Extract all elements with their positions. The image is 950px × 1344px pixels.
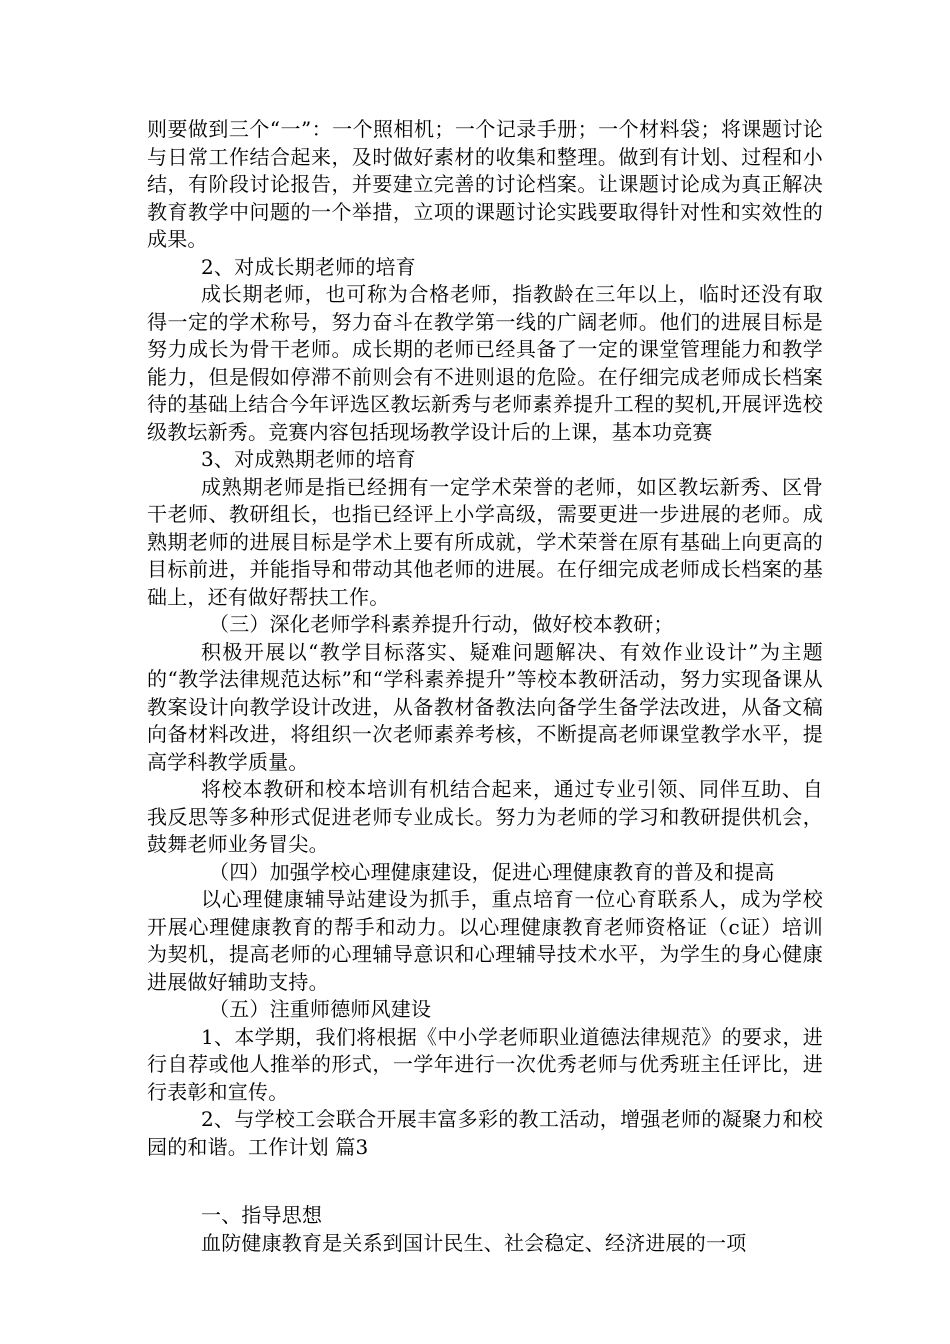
section-gap [147,1161,823,1202]
paragraph-growth-teachers: 成长期老师，也可称为合格老师，指教龄在三年以上，临时还没有取得一定的学术称号，努力奋斗在教学第一线的广阔老师。他们的进展目标是努力成长为骨干老师。成长期的老师已经具备了一定的课堂管理能力和教学能力，但是假如停滞不前则会有不进则退的危险。在仔细完成老师成长档案待的基础上结合今年评选区教坛新秀与老师素养提升工程的契机,开展评选校级教坛新秀。竞赛内容包括现场教学设计后的上课，基本功竞赛 [147,282,823,444]
heading-growth-teachers: 2、对成长期老师的培育 [201,254,416,279]
paragraph-mature-teachers: 成熟期老师是指已经拥有一定学术荣誉的老师，如区教坛新秀、区骨干老师、教研组长，也指已经评上小学高级，需要更进一步进展的老师。成熟期老师的进展目标是学术上要有所成就，学术荣誉在原有基础上向更高的目标前进，并能指导和带动其他老师的进展。在仔细完成老师成长档案的基础上，还有做好帮扶工作。 [147,474,823,609]
heading-guiding-ideology: 一、指导思想 [201,1203,323,1227]
paragraph-school-research: 积极开展以“教学目标落实、疑难问题解决、有效作业设计”为主题的“教学法律规范达标”和“学科素养提升”等校本教研活动，努力实现备课从教案设计向教学设计改进，从备教材备教法向备学生备学法改进，从备文稿向备材料改进，将组织一次老师素养考核，不断提高老师课堂教学水平，提高学科教学质量。 [147,639,823,774]
paragraph-ethics-one: 1、本学期，我们将根据《中小学老师职业道德法律规范》的要求，进行自荐或他人推举的形式，一学年进行一次优秀老师与优秀班主任评比，进行表彰和宣传。 [147,1024,823,1104]
paragraph-school-training: 将校本教研和校本培训有机结合起来，通过专业引领、同伴互助、自我反思等多种形式促进老师专业成长。努力为老师的学习和教研提供机会，鼓舞老师业务冒尖。 [147,777,823,856]
heading-mature-teachers: 3、对成熟期老师的培育 [201,447,416,471]
heading-section-three: （三）深化老师学科素养提升行动，做好校本教研； [209,612,674,636]
paragraph-intro: 则要做到三个“一”：一个照相机；一个记录手册；一个材料袋；将课题讨论与日常工作结合起来，及时做好素材的收集和整理。做到有计划、过程和小结，有阶段讨论报告，并要建立完善的讨论档案。让课题讨论成为真正解决教育教学中问题的一个举措，立项的课题讨论实践要取得针对性和实效性的成果。 [147,117,823,251]
paragraph-ethics-two: 2、与学校工会联合开展丰富多彩的教工活动，增强老师的凝聚力和校园的和谐。工作计划 篇3 [147,1107,823,1159]
heading-section-five: （五）注重师德师风建设 [209,997,432,1021]
heading-section-four: （四）加强学校心理健康建设，促进心理健康教育的普及和提高 [209,859,775,884]
paragraph-mental-health: 以心理健康辅导站建设为抓手，重点培育一位心育联系人，成为学校开展心理健康教育的帮手和动力。以心理健康教育老师资格证（c证）培训为契机，提高老师的心理辅导意识和心理辅导技术水平，为学生的身心健康进展做好辅助支持。 [147,887,823,994]
document-page [147,116,823,1257]
paragraph-guiding-ideology: 血防健康教育是关系到国计民生、社会稳定、经济进展的一项 [201,1230,747,1255]
